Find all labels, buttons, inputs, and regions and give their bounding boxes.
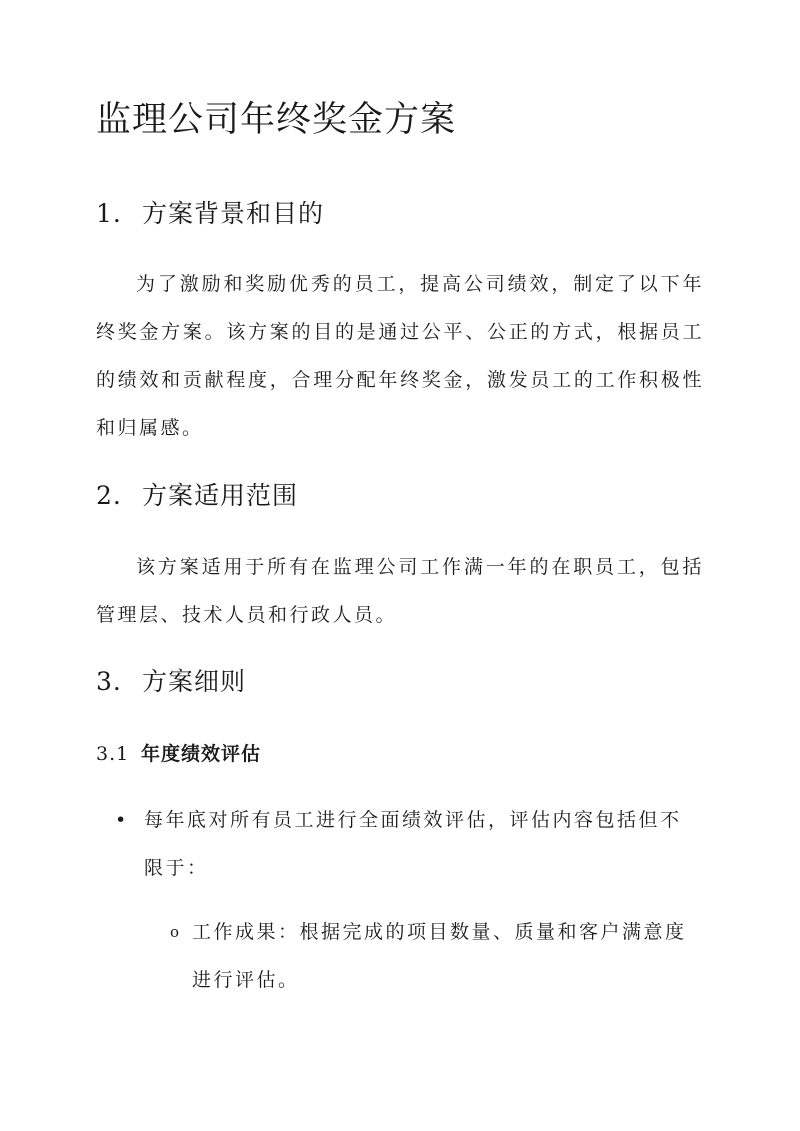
section-heading-text: 方案细则 — [142, 667, 247, 696]
section-heading-2 — [96, 478, 298, 514]
section-2-paragraph: 该方案适用于所有在监理公司工作满一年的在职员工，包括管理层、技术人员和行政人员。 — [96, 556, 704, 626]
bullet-marker: • — [115, 809, 127, 831]
bullet-item: 每年底对所有员工进行全面绩效评估，评估内容包括但不限于： — [144, 809, 682, 879]
subsection-number: 3.1 — [96, 743, 130, 765]
subsection-heading-3-1 — [96, 740, 261, 768]
section-number: 2. — [96, 481, 122, 510]
sub-bullet-marker: o — [170, 923, 180, 941]
section-1-paragraph: 为了激励和奖励优秀的员工，提高公司绩效，制定了以下年终奖金方案。该方案的目的是通过公平、公正的方式，根据员工的绩效和贡献程度，合理分配年终奖金，激发员工的工作积极性和归属感。 — [96, 273, 704, 439]
sub-bullet-item: 工作成果：根据完成的项目数量、质量和客户满意度进行评估。 — [192, 921, 687, 991]
subsection-heading-text: 年度绩效评估 — [141, 743, 262, 765]
section-number: 3. — [96, 667, 122, 696]
document-title: 监理公司年终奖金方案 — [96, 100, 457, 140]
section-number: 1. — [96, 199, 122, 228]
section-heading-3 — [96, 664, 246, 700]
section-heading-1 — [96, 196, 324, 232]
section-heading-text: 方案适用范围 — [142, 481, 299, 510]
section-heading-text: 方案背景和目的 — [142, 199, 325, 228]
